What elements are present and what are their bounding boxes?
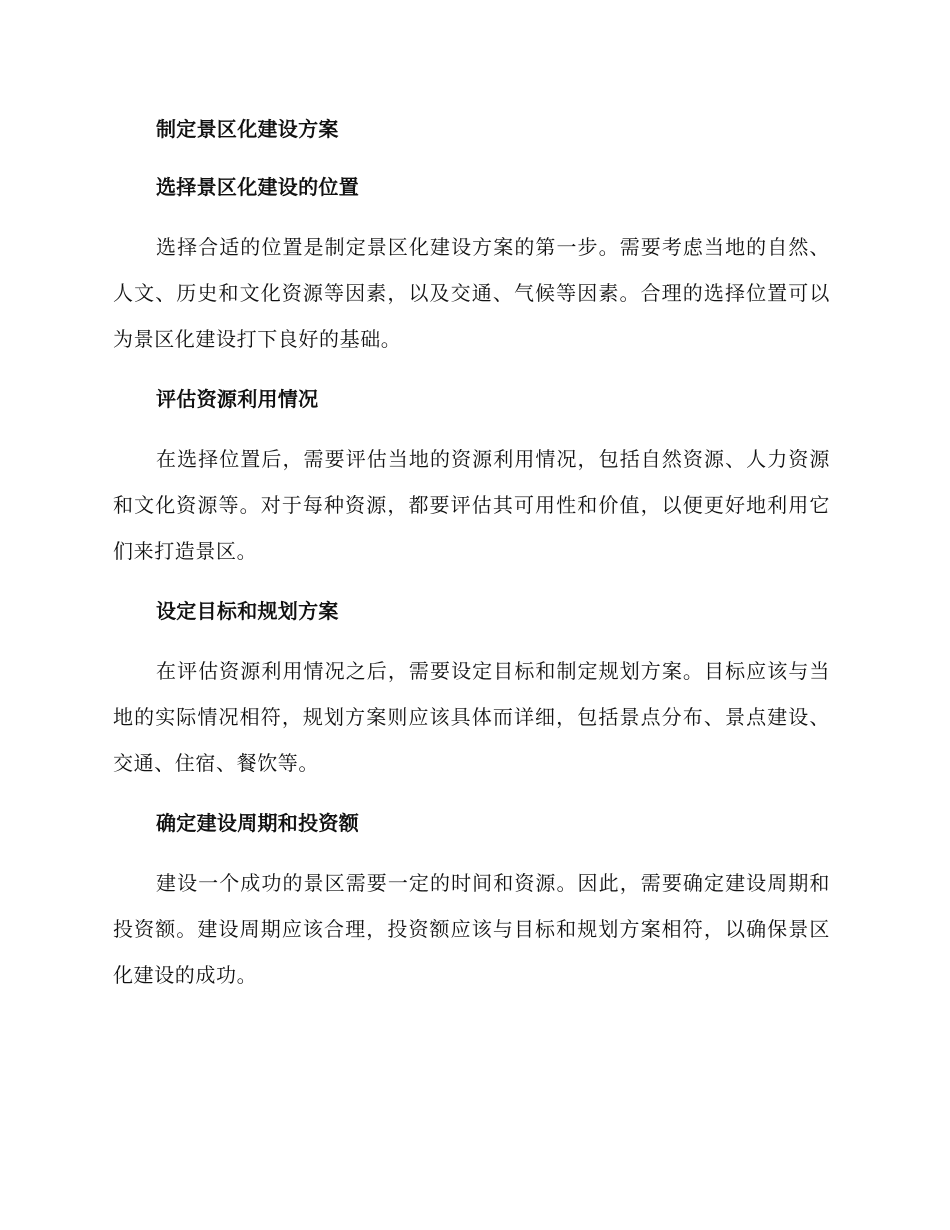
section-body-goals: 在评估资源利用情况之后，需要设定目标和制定规划方案。目标应该与当地的实际情况相符，规划方案则应该具体而详细，包括景点分布、景点建设、交通、住宿、餐饮等。 (113, 659, 830, 775)
section-body-location: 选择合适的位置是制定景区化建设方案的第一步。需要考虑当地的自然、人文、历史和文化资源等因素，以及交通、气候等因素。合理的选择位置可以为景区化建设打下良好的基础。 (113, 235, 830, 351)
section-body-schedule-investment: 建设一个成功的景区需要一定的时间和资源。因此，需要确定建设周期和投资额。建设周期应该合理，投资额应该与目标和规划方案相符，以确保景区化建设的成功。 (113, 871, 830, 987)
document-title: 制定景区化建设方案 (156, 117, 339, 141)
section-body-resources: 在选择位置后，需要评估当地的资源利用情况，包括自然资源、人力资源和文化资源等。对于每种资源，都要评估其可用性和价值，以便更好地利用它们来打造景区。 (113, 447, 830, 563)
section-heading-resources: 评估资源利用情况 (156, 387, 319, 411)
section-heading-location: 选择景区化建设的位置 (156, 175, 359, 199)
section-heading-goals: 设定目标和规划方案 (156, 599, 339, 623)
section-heading-schedule-investment: 确定建设周期和投资额 (156, 811, 359, 835)
